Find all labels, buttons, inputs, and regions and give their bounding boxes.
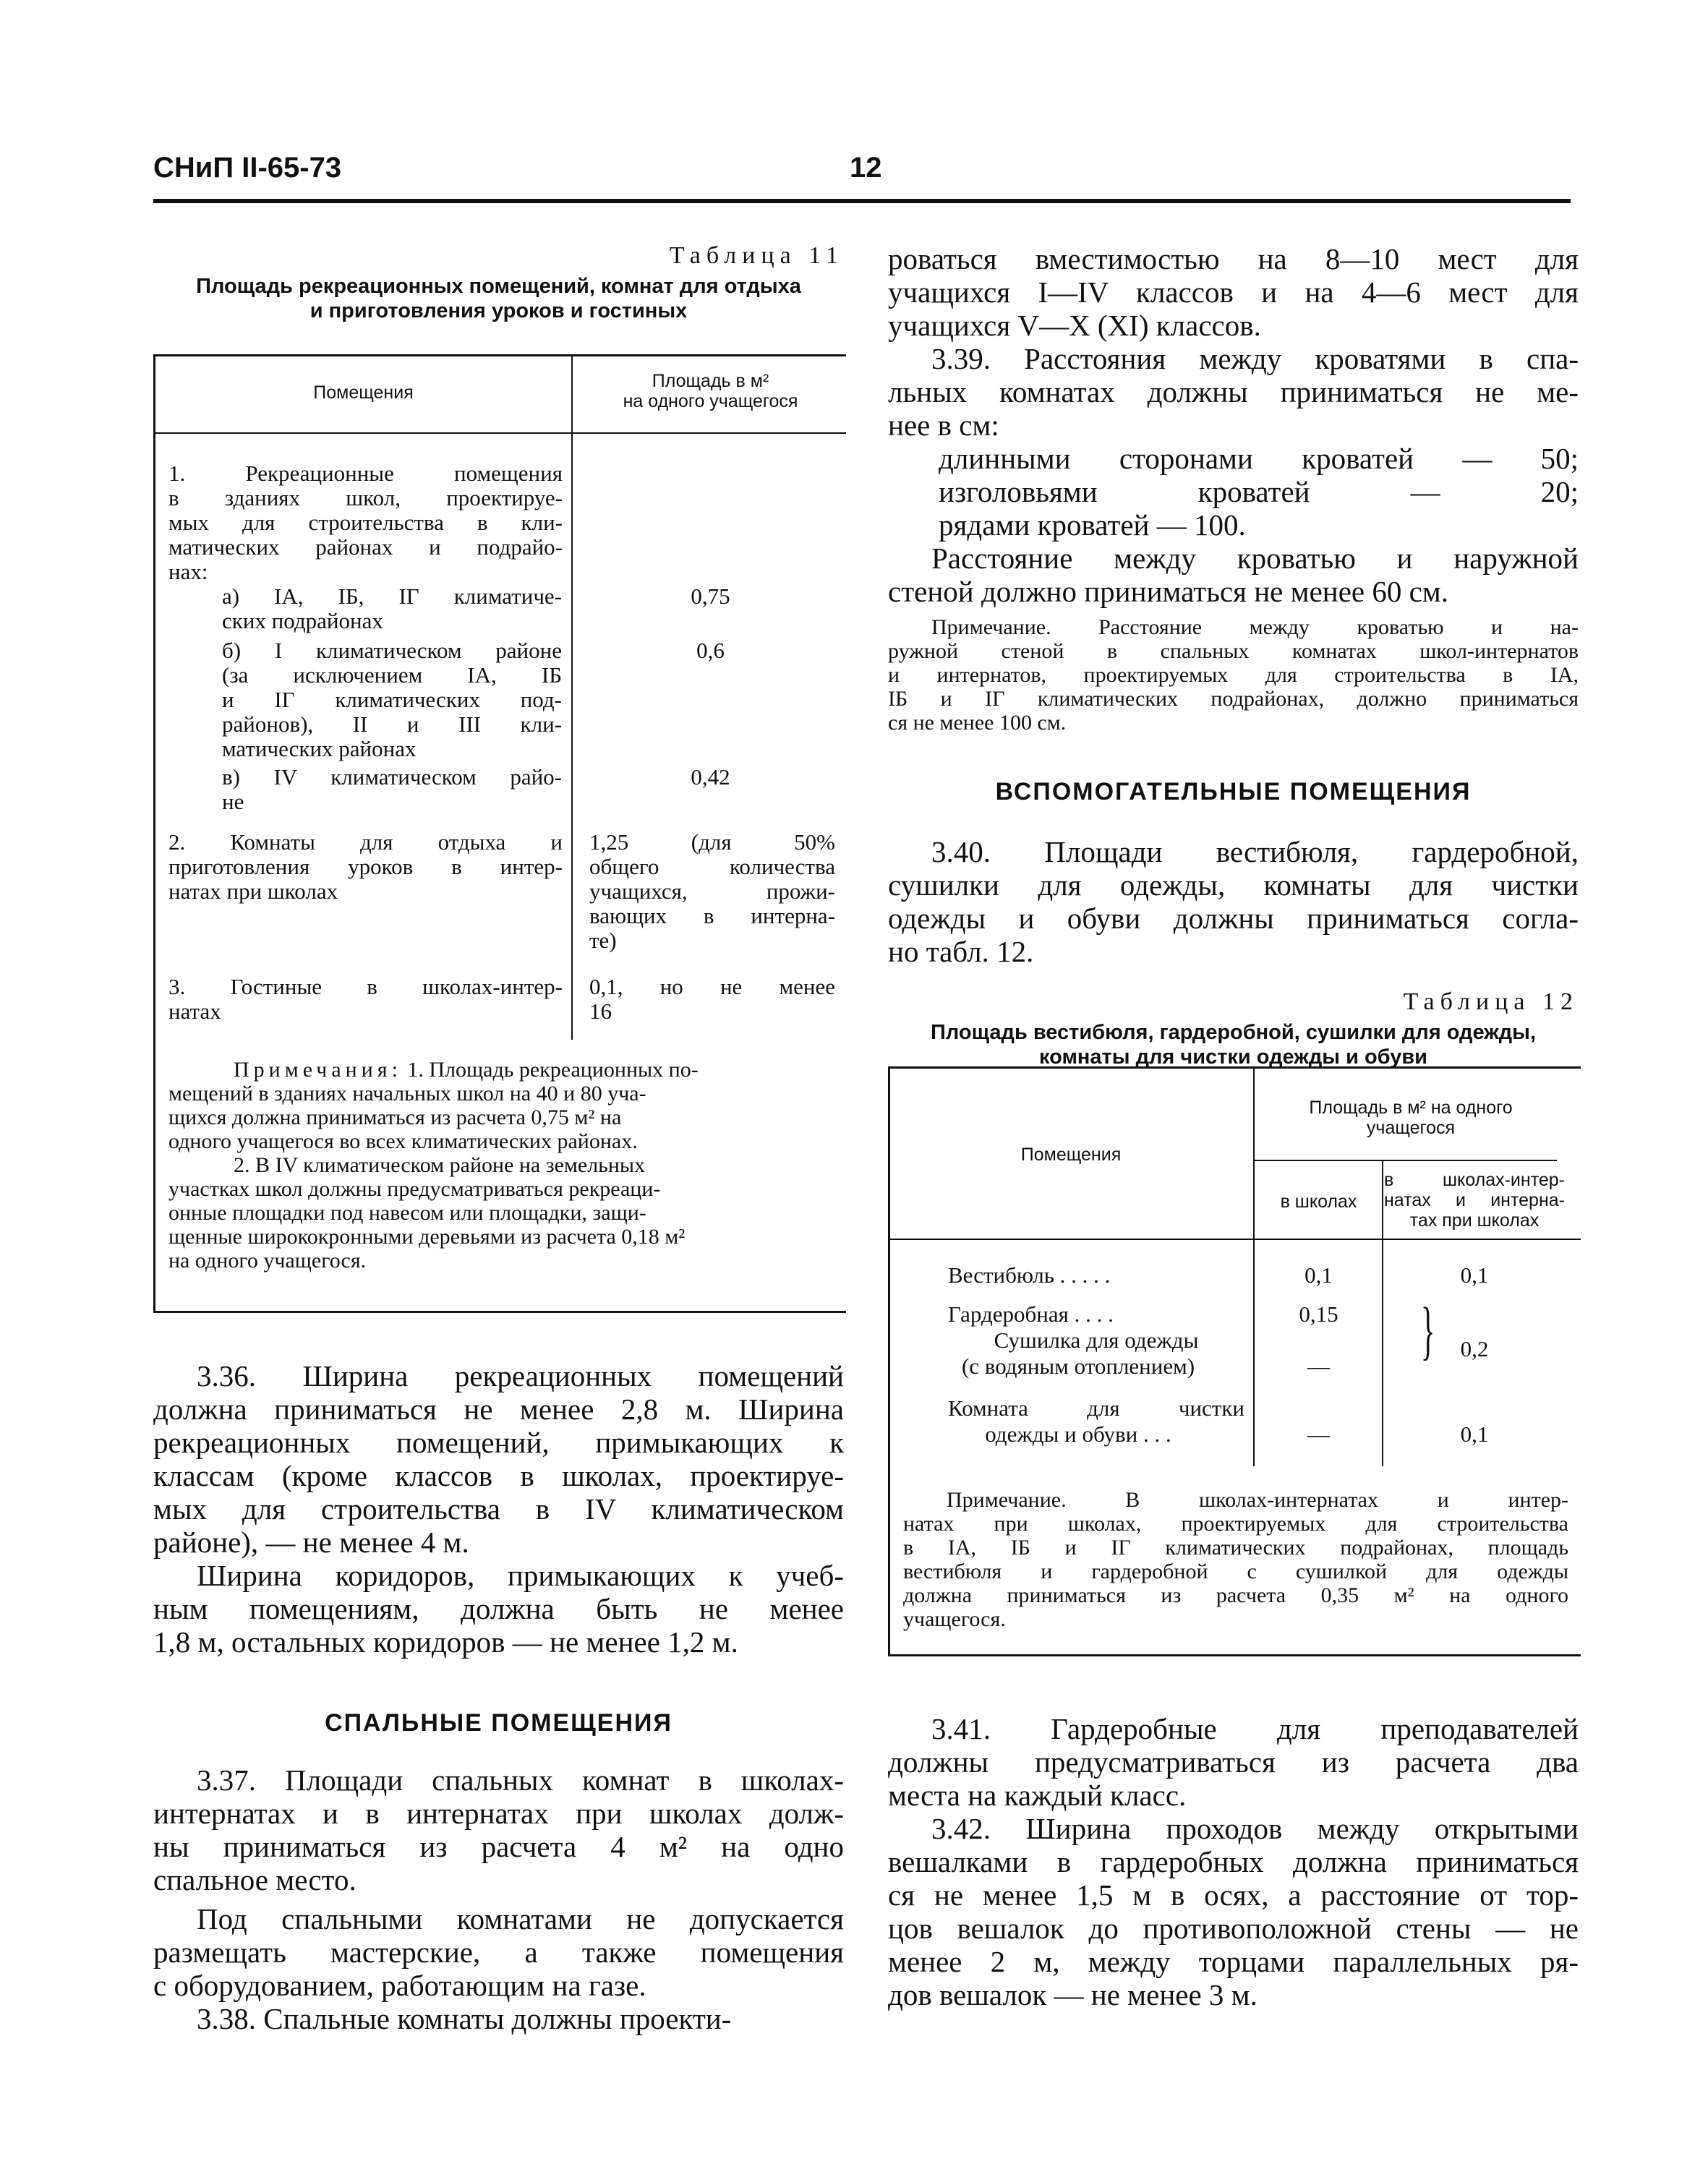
- text-line: а) IA, IБ, IГ климатиче-: [222, 583, 562, 609]
- table12-group-header-line1: Площадь в м² на одного: [1309, 1098, 1513, 1118]
- table11-row3-value: [589, 975, 835, 1024]
- table12-row-name: Гардеробная . . . .: [948, 1301, 1114, 1327]
- text-line: вестибюля и гардеробной с сушилкой для одежды: [903, 1560, 1568, 1583]
- text-line: 2. Комнаты для отдыха и: [168, 829, 563, 855]
- text-line: матических районах: [222, 736, 417, 761]
- table12-col1-header: Помещения: [1020, 1145, 1122, 1165]
- text-line: натах при школах: [168, 878, 338, 904]
- table12-group-header: [1255, 1098, 1566, 1138]
- text-line: в зданиях школ, проектируе-: [168, 485, 563, 510]
- text-line: должны предусматриваться из расчета два: [888, 1745, 1579, 1779]
- table12-header-divider: [890, 1239, 1581, 1240]
- text-line: 3.42. Ширина проходов между открытыми: [931, 1812, 1579, 1845]
- text-line: должна приниматься из расчета 0,35 м² на одного: [903, 1583, 1568, 1607]
- text-line: дов вешалок — не менее 3 м.: [888, 1978, 1257, 2011]
- text-line: те): [589, 928, 617, 953]
- table11-caption: [153, 274, 844, 323]
- table12-row-value-boarding: 0,1: [1460, 1421, 1489, 1447]
- text-line: Примечание. Расстояние между кроватью и на-: [931, 615, 1579, 639]
- text-line: 3.37. Площади спальных комнат в школах-: [197, 1763, 844, 1797]
- bed-distance-list: [888, 442, 1579, 542]
- text-line: нее в см:: [888, 409, 999, 442]
- text-line: рядами кроватей — 100.: [939, 508, 1246, 542]
- text-line: ся не менее 100 см.: [888, 711, 1067, 735]
- text-line: Под спальными комнатами не допускается: [197, 1902, 844, 1936]
- text-line: стеной должно приниматься не менее 60 см.: [888, 575, 1448, 608]
- table11-column-divider: [571, 356, 573, 1040]
- text-line: размещать мастерские, а также помещения: [153, 1936, 844, 1969]
- brace-symbol: }: [1420, 1295, 1435, 1366]
- table12-caption: [888, 1020, 1579, 1069]
- table11-note-line: щихся должна приниматься из расчета 0,75 м² на: [168, 1105, 622, 1129]
- table12-row-value-school: 0,1: [1305, 1262, 1333, 1288]
- text-line: одежды и обуви должны приниматься согла-: [888, 902, 1579, 935]
- text-line: и IГ климатических под-: [222, 687, 562, 712]
- table11-note-line: 2. В IV климатическом районе на земельных: [234, 1153, 646, 1177]
- table12-row-name: Комната для чистки: [948, 1395, 1244, 1421]
- text-line: (за исключением IA, IБ: [222, 662, 562, 688]
- table11-row2-value: [589, 830, 835, 953]
- text-line: 1,25 (для 50%: [589, 829, 835, 855]
- table11-row1-name: [168, 461, 563, 584]
- paragraph-3-38: [153, 2002, 844, 2035]
- text-line: мых для строительства в кли-: [168, 510, 563, 535]
- table11-caption-line2: и приготовления уроков и гостиных: [309, 299, 688, 322]
- text-line: матических районах и подрайо-: [168, 534, 563, 560]
- text-line: классам (кроме классов в школах, проектируе-: [153, 1459, 844, 1492]
- text-line: ся не менее 1,5 м в осях, а расстояние от тор-: [888, 1878, 1579, 1912]
- table11-notes-lead: Примечания:: [234, 1058, 402, 1082]
- header-rule: [153, 199, 1571, 203]
- text-line: б) I климатическом районе: [222, 638, 562, 663]
- text-line: 3.41. Гардеробные для преподавателей: [931, 1712, 1579, 1745]
- table12-subcolumn-divider: [1382, 1161, 1383, 1466]
- text-line: цов вешалок до противоположной стены — не: [888, 1912, 1579, 1945]
- text-line: районов), II и III кли-: [222, 711, 562, 737]
- table12-row-value-school: —: [1307, 1353, 1330, 1379]
- table11-row1a-name: [222, 584, 562, 633]
- table11-heading: [153, 242, 844, 323]
- table11-note-line: участках школ должны предусматриваться рекреаци-: [168, 1177, 661, 1201]
- right-body-text-bottom: [888, 1712, 1579, 2011]
- text-line: вающих в интерна-: [589, 903, 835, 928]
- text-line: учащегося.: [903, 1607, 1006, 1631]
- right-body-text: [888, 242, 1579, 1069]
- text-line: натах: [168, 998, 221, 1024]
- text-line: 3.36. Ширина рекреационных помещений: [197, 1359, 844, 1393]
- paragraph-3-37: [153, 1763, 844, 1896]
- table12-label: Таблица 12: [1403, 988, 1579, 1015]
- table11-row1b-name: [222, 638, 562, 761]
- text-line: с оборудованием, работающим на газе.: [153, 1969, 646, 2002]
- text-line: вешалками в гардеробных должна приниматься: [888, 1845, 1579, 1878]
- table12-row-value-school: —: [1307, 1421, 1330, 1447]
- text-line: 3.39. Расстояния между кроватями в спа-: [931, 342, 1579, 375]
- table11-label: Таблица 11: [669, 242, 844, 269]
- text-line: изголовьями кроватей — 20;: [939, 475, 1579, 508]
- text-line: спальное место.: [153, 1863, 356, 1896]
- document-code: СНиП II-65-73: [153, 152, 342, 184]
- table12-column-divider: [1253, 1069, 1255, 1466]
- paragraph-3-39-wall: [888, 542, 1579, 608]
- text-line: натах при школах, проектируемых для строительства: [903, 1512, 1568, 1536]
- table11-col1-header: Помещения: [313, 382, 414, 403]
- section-heading-auxiliary: ВСПОМОГАТЕЛЬНЫЕ ПОМЕЩЕНИЯ: [995, 778, 1472, 805]
- section-heading-sleeping: СПАЛЬНЫЕ ПОМЕЩЕНИЯ: [325, 1709, 672, 1737]
- text-line: учащихся I—IV классов и на 4—6 мест для: [888, 275, 1579, 309]
- text-line: в школах-интер-: [1384, 1170, 1565, 1190]
- text-line: ружной стеной в спальных комнатах школ-интернатов: [888, 639, 1579, 663]
- table12-row-name: одежды и обуви . . .: [985, 1421, 1171, 1447]
- text-line: в IA, IБ и IГ климатических подрайонах, площадь: [903, 1536, 1568, 1560]
- text-line: общего количества: [589, 854, 835, 879]
- table11-row1a-value: 0,75: [691, 583, 730, 609]
- text-line: интернатах и в интернатах при школах долж-: [153, 1797, 844, 1830]
- table12-row-name: (с водяным отоплением): [961, 1353, 1195, 1379]
- table11-note-line: на одного учащегося.: [168, 1249, 367, 1273]
- text-line: ным помещениям, должна быть не менее: [153, 1592, 844, 1625]
- table12-group-header-line2: учащегося: [1366, 1118, 1456, 1138]
- text-line: мых для строительства в IV климатическом: [153, 1492, 844, 1526]
- table11-notes: [168, 1058, 834, 1273]
- table12-row-name: Сушилка для одежды: [994, 1327, 1199, 1353]
- table12: [888, 1066, 1581, 1656]
- table11-row1c-value: 0,42: [691, 764, 730, 790]
- text-line: 0,1, но не менее: [589, 974, 835, 999]
- text-line: Расстояние между кроватью и наружной: [931, 542, 1579, 575]
- text-line: льных комнатах должны приниматься не ме-: [888, 375, 1579, 409]
- table11-note-line: онные площадки под навесом или площадки, защи-: [168, 1201, 646, 1225]
- text-line: в) IV климатическом райо-: [222, 764, 562, 790]
- text-line: не: [222, 789, 244, 814]
- text-line: учащихся V—X (XI) классов.: [888, 309, 1261, 342]
- paragraph-3-37-workshops: [153, 1902, 844, 2002]
- paragraph-3-38-continued: [888, 242, 1579, 342]
- table11-row3-name: [168, 975, 563, 1024]
- text-line: натах и интерна-: [1384, 1190, 1565, 1210]
- text-line: менее 2 м, между торцами параллельных ря-: [888, 1945, 1579, 1978]
- table11: [153, 354, 846, 1313]
- table11-caption-line1: Площадь рекреационных помещений, комнат для отдыха: [196, 275, 801, 298]
- table12-sub2-header: [1384, 1170, 1565, 1231]
- text-line: Ширина коридоров, примыкающих к учеб-: [197, 1559, 844, 1592]
- table11-header-divider: [155, 432, 846, 434]
- paragraph-3-41: [888, 1712, 1579, 1812]
- text-line: 16: [589, 998, 612, 1024]
- text-line: тах при школах: [1409, 1210, 1540, 1231]
- text-line: места на каждый класс.: [888, 1779, 1187, 1812]
- table12-row-value-boarding: 0,2: [1460, 1336, 1489, 1361]
- table11-row1c-name: [222, 765, 562, 814]
- text-line: 1. Рекреационные помещения: [168, 461, 563, 486]
- text-line: 3.38. Спальные комнаты должны проекти-: [197, 2002, 732, 2035]
- page-number: 12: [850, 152, 882, 184]
- text-line: 3.40. Площади вестибюля, гардеробной,: [931, 835, 1579, 868]
- table11-note-line: мещений в зданиях начальных школ на 40 и 80 уча-: [168, 1082, 646, 1105]
- table12-caption-line2: комнаты для чистки одежды и обуви: [1039, 1045, 1427, 1069]
- paragraph-3-40: [888, 835, 1579, 968]
- text-line: 1,8 м, остальных коридоров — не менее 1,2 м.: [153, 1625, 738, 1659]
- table12-group-divider: [1253, 1160, 1557, 1161]
- text-line: районе), — не менее 4 м.: [153, 1526, 469, 1559]
- table12-note: [903, 1488, 1568, 1631]
- table11-row2-name: [168, 830, 563, 904]
- table12-caption-line1: Площадь вестибюля, гардеробной, сушилки для одежды,: [930, 1021, 1537, 1044]
- text-line: IБ и IГ климатических подрайонах, должно приниматься: [888, 687, 1579, 711]
- table11-col2-header-line1: Площадь в м²: [652, 371, 769, 391]
- text-line: Примечание. В школах-интернатах и интер-: [947, 1488, 1568, 1512]
- text-line: длинными сторонами кроватей — 50;: [939, 442, 1579, 475]
- table11-col2-header: [575, 371, 846, 411]
- text-line: 3. Гостиные в школах-интер-: [168, 974, 563, 999]
- text-line: и интернатов, проектируемых для строительства в IA,: [888, 663, 1579, 687]
- table11-note-line: одного учащегося во всех климатических районах.: [168, 1129, 638, 1153]
- left-body-text: [153, 1359, 844, 2035]
- paragraph-3-39-note: [888, 615, 1579, 735]
- paragraph-3-42: [888, 1812, 1579, 2011]
- table11-note-line: 1. Площадь рекреационных по-: [407, 1058, 699, 1082]
- text-line: нах:: [168, 559, 208, 584]
- text-line: ских подрайонах: [222, 608, 383, 633]
- table12-sub1-header: в школах: [1280, 1192, 1357, 1212]
- text-line: но табл. 12.: [888, 935, 1034, 968]
- table11-note-line: щенные ширококронными деревьями из расчета 0,18 м²: [168, 1225, 686, 1249]
- text-line: рекреационных помещений, примыкающих к: [153, 1426, 844, 1459]
- paragraph-3-39: [888, 342, 1579, 442]
- text-line: сушилки для одежды, комнаты для чистки: [888, 868, 1579, 902]
- table12-row-name: Вестибюль . . . . .: [948, 1262, 1111, 1288]
- text-line: приготовления уроков в интер-: [168, 854, 563, 879]
- text-line: должна приниматься не менее 2,8 м. Ширина: [153, 1393, 844, 1426]
- text-line: ны приниматься из расчета 4 м² на одно: [153, 1830, 844, 1863]
- paragraph-3-36: [153, 1359, 844, 1559]
- text-line: роваться вместимостью на 8—10 мест для: [888, 242, 1579, 275]
- table12-row-value-school: 0,15: [1299, 1301, 1338, 1327]
- table11-col2-header-line2: на одного учащегося: [623, 391, 798, 411]
- text-line: учащихся, прожи-: [589, 878, 835, 904]
- table11-row1b-value: 0,6: [696, 638, 725, 663]
- table12-row-value-boarding: 0,1: [1460, 1262, 1489, 1288]
- paragraph-3-36-corridors: [153, 1559, 844, 1659]
